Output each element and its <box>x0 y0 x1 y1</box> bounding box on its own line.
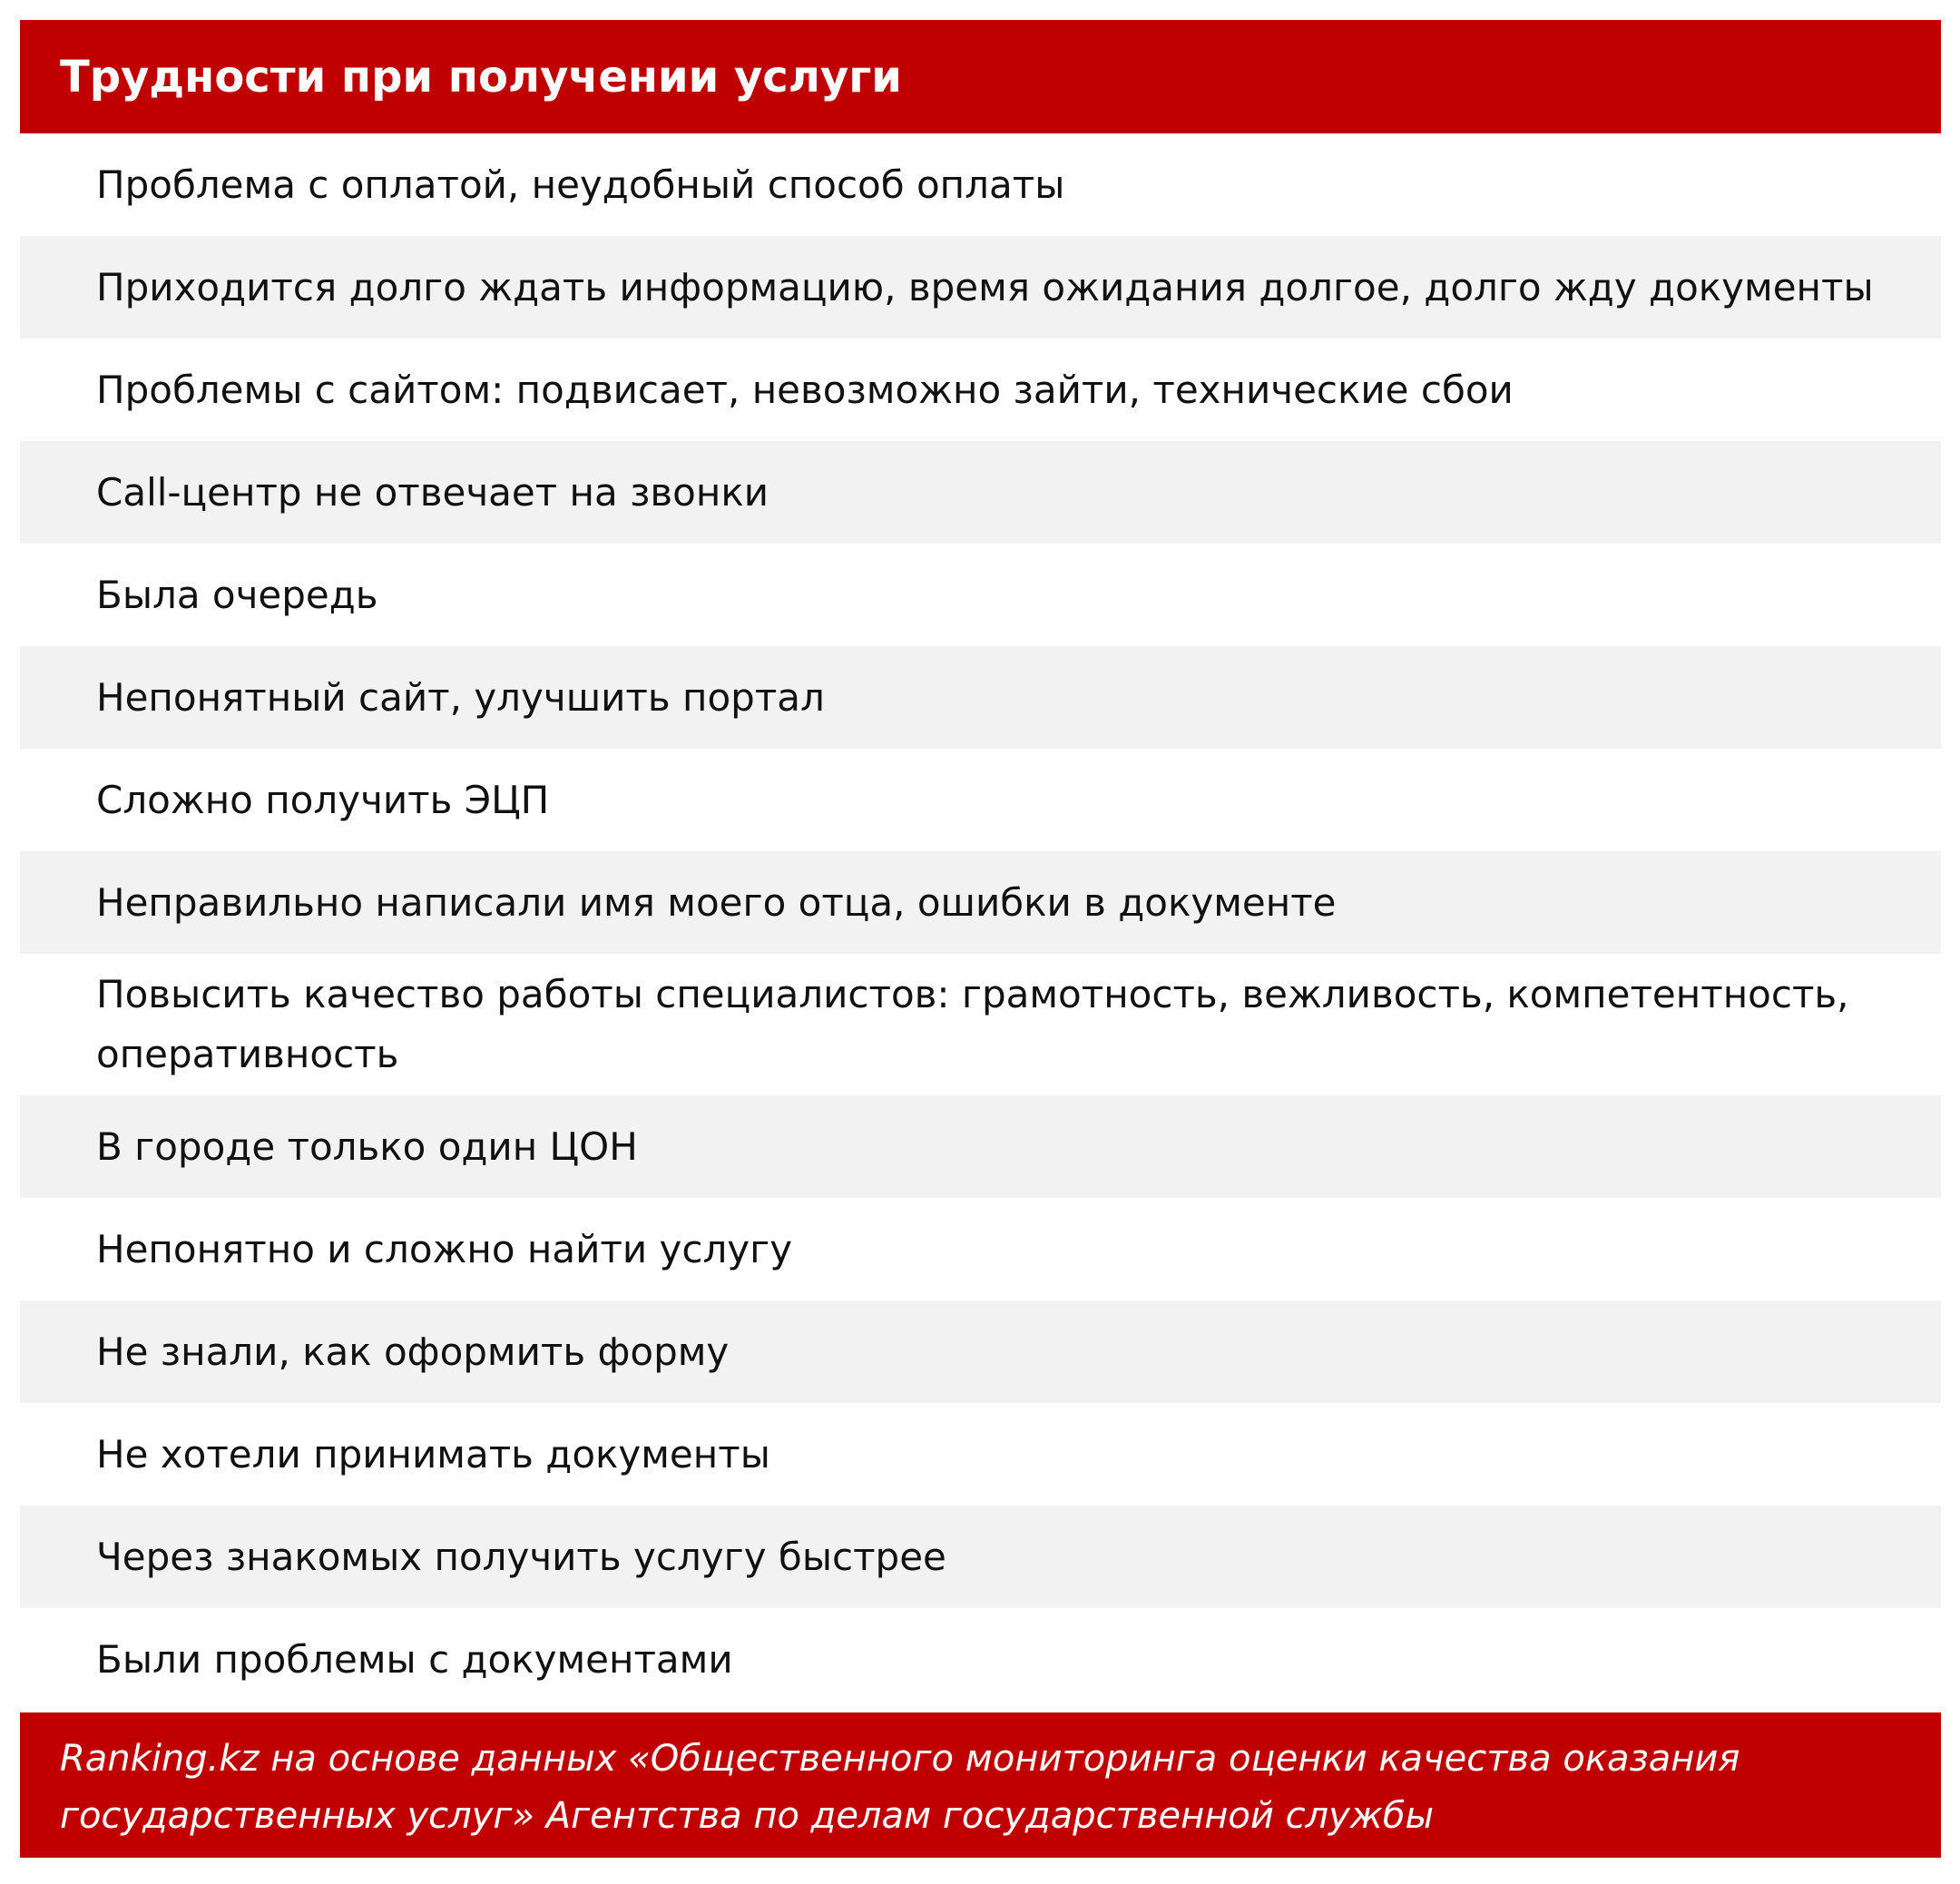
difficulties-table <box>20 20 1941 1858</box>
table-title: Трудности при получении услуги <box>60 51 902 103</box>
table-row: Повысить качество работы специалистов: грамотность, вежливость, компетентность, оперативность <box>96 972 1849 1076</box>
table-row: Проблема с оплатой, неудобный способ оплаты <box>96 162 1065 207</box>
table-row: Была очередь <box>96 573 378 617</box>
table-row: Проблемы с сайтом: подвисает, невозможно зайти, технические сбои <box>96 368 1514 412</box>
table-row: Приходится долго ждать информацию, время ожидания долгое, долго жду документы <box>20 236 1941 339</box>
table-row: Непонятный сайт, улучшить портал <box>20 646 1941 749</box>
table-row: Не хотели принимать документы <box>96 1432 770 1477</box>
table-row: Не знали, как оформить форму <box>20 1300 1941 1403</box>
table-row: Call-центр не отвечает на звонки <box>20 441 1941 544</box>
table-row: Были проблемы с документами <box>96 1637 733 1682</box>
source-note: Ranking.kz на основе данных «Общественного мониторинга оценки качества оказания государственных услуг» Агентства по делам государственной службы <box>60 1738 1740 1837</box>
table-header <box>20 20 1941 133</box>
table-row: Через знакомых получить услугу быстрее <box>20 1506 1941 1608</box>
table-row: Неправильно написали имя моего отца, ошибки в документе <box>20 851 1941 954</box>
table-row: В городе только один ЦОН <box>20 1095 1941 1198</box>
source-footer <box>20 1712 1941 1858</box>
table-row: Непонятно и сложно найти услугу <box>96 1227 793 1271</box>
table-row: Сложно получить ЭЦП <box>96 778 550 822</box>
